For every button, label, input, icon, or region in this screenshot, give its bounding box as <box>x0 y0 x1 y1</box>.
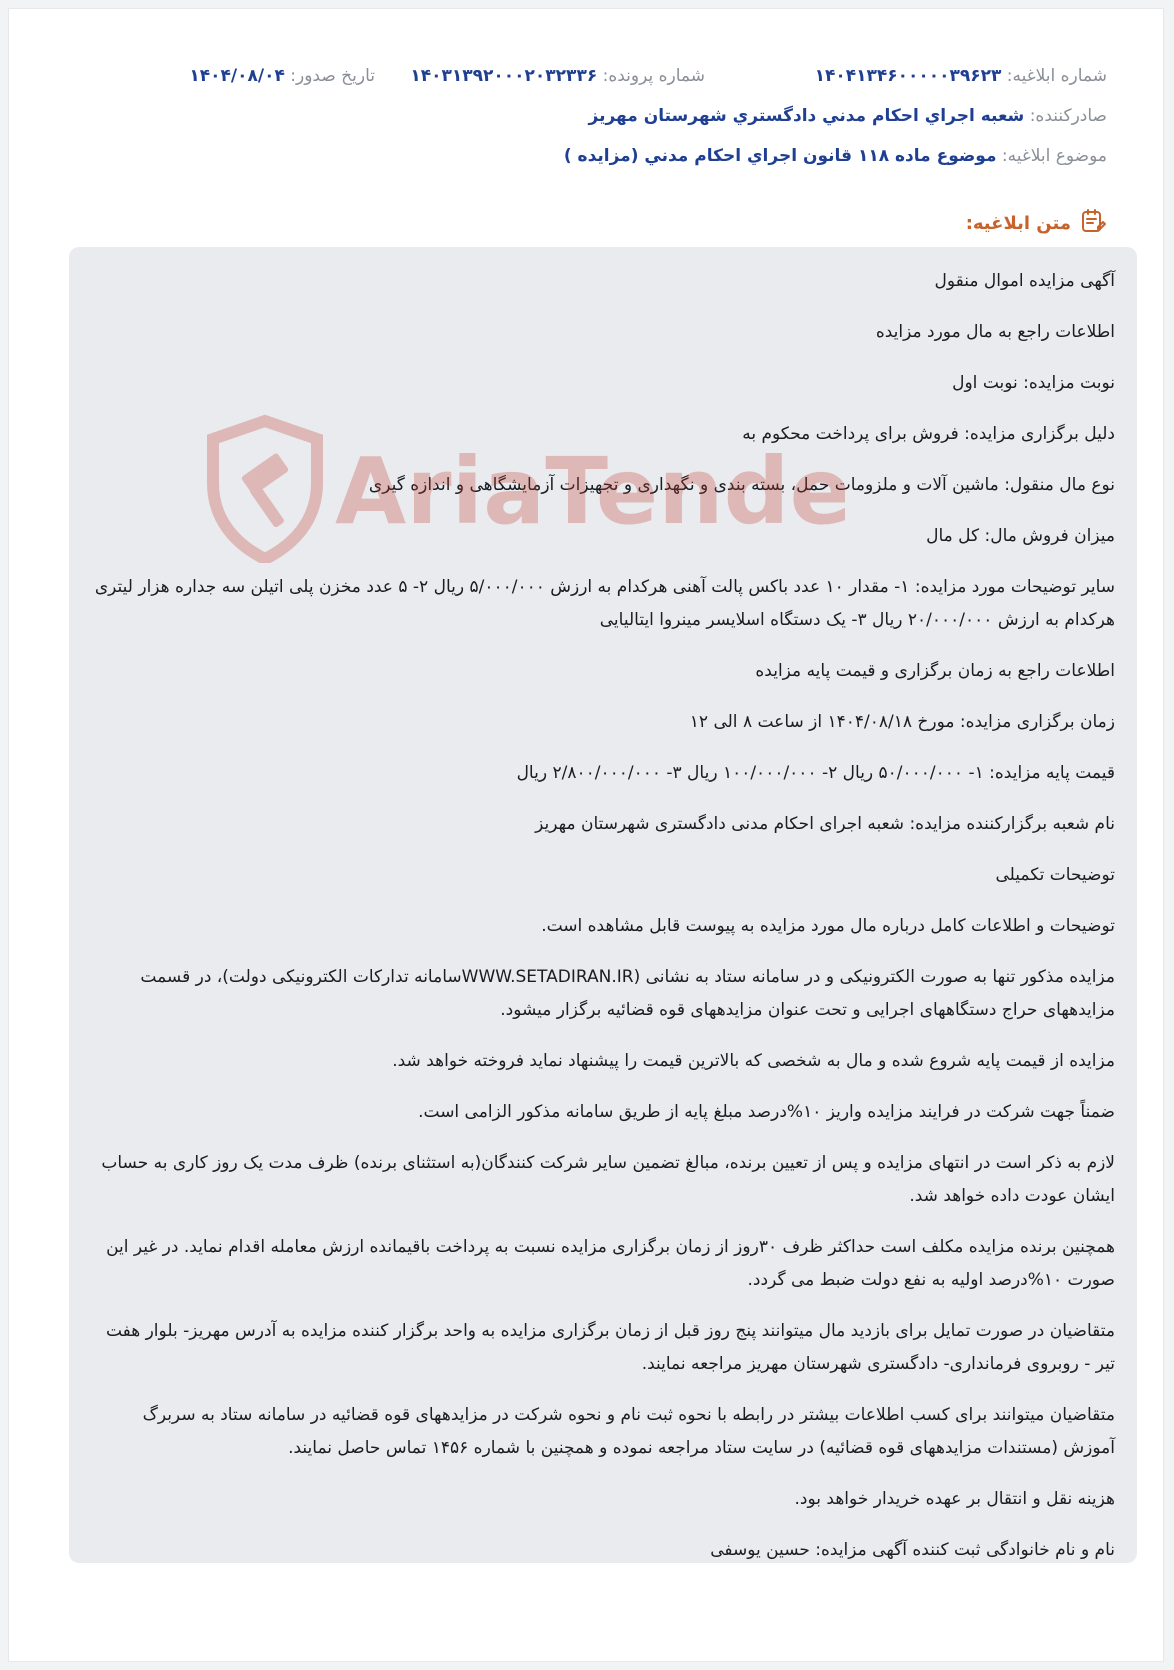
notice-paragraph: دلیل برگزاری مزایده: فروش برای پرداخت محکوم به <box>742 424 1115 444</box>
notice-number-value: ۱۴۰۴۱۳۴۶۰۰۰۰۰۳۹۶۲۳ <box>814 66 1002 86</box>
notice-paragraph: توضیحات تکمیلی <box>995 865 1115 885</box>
notice-paragraph: متقاضیان در صورت تمایل برای بازدید مال میتوانند پنج روز قبل از زمان برگزاری مزایده به واحد برگزار کننده مزایده به آدرس مهریز- بلوار هفت تیر - روبروی فرمانداری- دادگستری شهرستان مهریز مراجعه نمایند. <box>105 1321 1115 1374</box>
issue-date <box>189 63 375 89</box>
subject <box>564 143 1107 169</box>
issuer <box>589 103 1108 129</box>
notice-number <box>815 63 1107 89</box>
document-edit-icon <box>1079 207 1107 240</box>
notice-text-heading <box>966 207 1107 240</box>
notice-paragraph: ضمناً جهت شرکت در فرایند مزایده واریز ۱۰%درصد مبلغ پایه از طریق سامانه مذکور الزامی است. <box>418 1102 1115 1122</box>
notice-paragraph: قیمت پایه مزایده: ۱- ۵۰/۰۰۰/۰۰۰ ریال ۲- ۱۰۰/۰۰۰/۰۰۰ ریال ۳- ۲/۸۰۰/۰۰۰/۰۰۰ ریال <box>516 763 1115 783</box>
notice-paragraph: آگهی مزایده اموال منقول <box>934 271 1115 291</box>
notice-body <box>69 247 1137 1563</box>
notice-paragraphs <box>91 265 1115 1563</box>
notice-paragraph: نام شعبه برگزارکننده مزایده: شعبه اجرای احکام مدنی دادگستری شهرستان مهریز <box>535 814 1115 834</box>
notice-text-title: متن ابلاغیه: <box>965 213 1071 234</box>
watermark-text: AriaTende <box>335 438 845 545</box>
notice-paragraph: نوبت مزایده: نوبت اول <box>952 373 1115 393</box>
notice-paragraph: اطلاعات راجع به مال مورد مزایده <box>875 322 1115 342</box>
notice-paragraph: زمان برگزاری مزایده: مورخ ۱۴۰۴/۰۸/۱۸ از ساعت ۸ الی ۱۲ <box>689 712 1115 732</box>
notice-paragraph: هزینه نقل و انتقال بر عهده خریدار خواهد بود. <box>794 1489 1115 1509</box>
notice-paragraph: توضیحات و اطلاعات کامل درباره مال مورد مزایده به پیوست قابل مشاهده است. <box>541 916 1115 936</box>
issue-date-value: ۱۴۰۴/۰۸/۰۴ <box>189 66 285 86</box>
notice-paragraph: سایر توضیحات مورد مزایده: ۱- مقدار ۱۰ عدد باکس پالت آهنی هرکدام به ارزش ۵/۰۰۰/۰۰۰ ریال ۲- ۵ عدد مخزن پلی اتیلن سه جداره هزار لیتری هرکدام به ارزش ۲۰/۰۰۰/۰۰۰ ریال ۳- یک دستگاه اسلایسر مینروا ایتالیایی <box>94 577 1115 630</box>
case-number <box>410 63 705 89</box>
case-number-label: شماره پرونده: <box>602 66 705 86</box>
notice-number-label: شماره ابلاغیه: <box>1006 66 1107 86</box>
notice-card <box>8 8 1164 1662</box>
issue-date-label: تاریخ صدور: <box>290 66 375 86</box>
notice-paragraph: نام و نام خانوادگی ثبت کننده آگهی مزایده: حسین یوسفی <box>710 1540 1115 1560</box>
notice-paragraph: اطلاعات راجع به زمان برگزاری و قیمت پایه مزایده <box>755 661 1115 681</box>
notice-paragraph: میزان فروش مال: کل مال <box>926 526 1115 546</box>
case-number-value: ۱۴۰۳۱۳۹۲۰۰۰۲۰۳۲۳۳۶ <box>410 66 598 86</box>
notice-paragraph: مزایده مذکور تنها به صورت الکترونیکی و در سامانه ستاد به نشانی (WWW.SETADIRAN.IRسامانه تدارکات الکترونیکی دولت)، در قسمت مزایدههای حراج دستگاههای اجرایی و تحت عنوان مزایدههای قوه قضائیه برگزار میشود. <box>140 967 1115 1020</box>
notice-paragraph: متقاضیان میتوانند برای کسب اطلاعات بیشتر در رابطه با نحوه ثبت نام و نحوه شرکت در مزایدههای قوه قضائیه در سامانه ستاد به سربرگ آموزش (مستندات مزایدههای قوه قضائیه) در سایت ستاد مراجعه نموده و همچنین با شماره ۱۴۵۶ تماس حاصل نمایند. <box>142 1405 1115 1458</box>
issuer-value: شعبه اجراي احکام مدني دادگستري شهرستان مهريز <box>588 106 1025 126</box>
issuer-label: صادرکننده: <box>1029 106 1107 126</box>
notice-paragraph: لازم به ذکر است در انتهای مزایده و پس از تعیین برنده، مبالغ تضمین سایر شرکت کنندگان(به استثنای برنده) ظرف مدت یک روز کاری به حساب ایشان عودت داده خواهد شد. <box>101 1153 1115 1206</box>
notice-paragraph: همچنین برنده مزایده مکلف است حداکثر ظرف ۳۰روز از زمان برگزاری مزایده نسبت به پرداخت باقیمانده ارزش معامله اقدام نماید. در غیر این صورت ۱۰%درصد اولیه به نفع دولت ضبط می گردد. <box>106 1237 1115 1290</box>
notice-paragraph: نوع مال منقول: ماشین آلات و ملزومات حمل، بسته بندی و نگهداری و تجهیزات آزمایشگاهی و اندازه گیری <box>368 475 1115 495</box>
notice-paragraph: مزایده از قیمت پایه شروع شده و مال به شخصی که بالاترین قیمت را پیشنهاد نماید فروخته خواهد شد. <box>392 1051 1115 1071</box>
subject-value: موضوع ماده ۱۱۸ قانون اجراي احکام مدني (مزايده ) <box>563 146 997 166</box>
subject-label: موضوع ابلاغیه: <box>1001 146 1107 166</box>
